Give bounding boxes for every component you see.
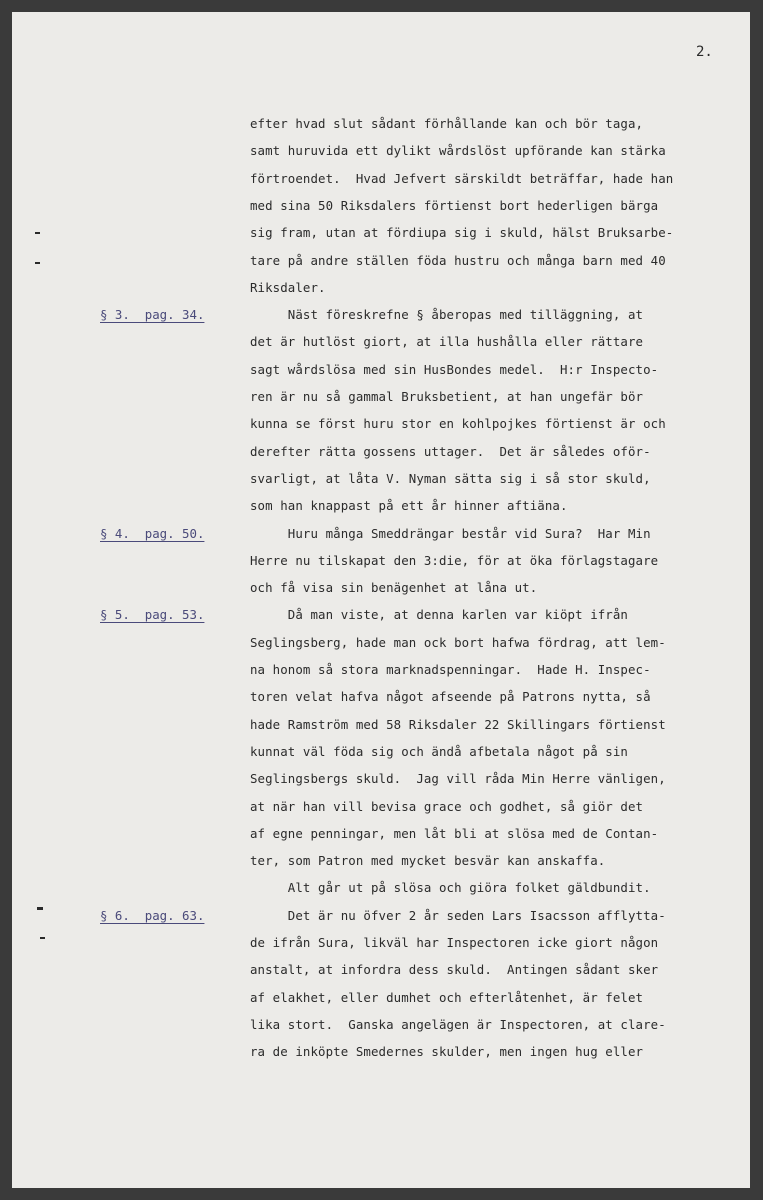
text-line: med sina 50 Riksdalers förtienst bort hederligen bärga [250, 197, 659, 213]
text-line: sig fram, utan at fördiupa sig i skuld, hälst Bruksarbe- [250, 225, 674, 241]
text-line: tare på andre ställen föda hustru och många barn med 40 [250, 252, 666, 268]
text-line: Alt går ut på slösa och giöra folket gäldbundit. [250, 880, 651, 896]
text-line: förtroendet. Hvad Jefvert särskildt beträffar, hade han [250, 170, 674, 186]
margin-mark [35, 232, 40, 234]
text-line: Näst föreskrefne § åberopas med tilläggning, at [250, 307, 644, 323]
text-line: kunna se först huru stor en kohlpojkes förtienst är och [250, 416, 666, 432]
text-line: na honom så stora marknadspenningar. Hade H. Inspec- [250, 662, 651, 677]
text-line: och få visa sin benägenhet at låna ut. [250, 580, 538, 596]
text-line: Seglingsbergs skuld. Jag vill råda Min Herre vänligen, [250, 771, 666, 787]
margin-mark [35, 262, 40, 264]
text-line: samt huruvida ett dylikt wårdslöst upförande kan stärka [250, 143, 666, 159]
text-line: at när han vill bevisa grace och godhet, så giör det [250, 798, 644, 814]
page-number: 2. [696, 44, 713, 60]
margin-reference: § 3. pag. 34. [100, 307, 205, 323]
text-line: sagt wårdslösa med sin HusBondes medel. H:r Inspecto- [250, 361, 659, 377]
text-line: som han knappast på ett år hinner aftiäna. [250, 498, 568, 514]
text-line: efter hvad slut sådant förhållande kan och bör taga, [250, 116, 644, 131]
text-line: Riksdaler. [250, 279, 326, 295]
text-line: anstalt, at infordra dess skuld. Antingen sådant sker [250, 962, 659, 978]
margin-mark [40, 937, 45, 939]
margin-reference: § 4. pag. 50. [100, 525, 205, 541]
text-line: hade Ramström med 58 Riksdaler 22 Skillingars förtienst [250, 716, 666, 732]
text-line: kunnat väl föda sig och ändå afbetala något på sin [250, 743, 628, 759]
margin-mark [37, 907, 43, 910]
text-line: af egne penningar, men låt bli at slösa med de Contan- [250, 825, 659, 841]
text-line: lika stort. Ganska angelägen är Inspectoren, at clare- [250, 1016, 666, 1032]
margin-reference: § 6. pag. 63. [100, 907, 205, 923]
margin-reference: § 5. pag. 53. [100, 607, 205, 623]
text-line: ter, som Patron med mycket besvär kan anskaffa. [250, 853, 606, 869]
text-line: Huru många Smeddrängar består vid Sura? Har Min [250, 525, 651, 541]
text-line: af elakhet, eller dumhet och efterlåtenhet, är felet [250, 989, 644, 1005]
text-line: Det är nu öfver 2 år seden Lars Isacsson afflytta- [250, 907, 666, 923]
text-line: svarligt, at låta V. Nyman sätta sig i så stor skuld, [250, 470, 651, 486]
text-line: ren är nu så gammal Bruksbetient, at han ungefär bör [250, 389, 644, 404]
text-line: ra de inköpte Smedernes skulder, men ingen hug eller [250, 1044, 644, 1060]
text-line: de ifrån Sura, likväl har Inspectoren icke giort någon [250, 935, 659, 950]
text-line: derefter rätta gossens uttager. Det är således oför- [250, 443, 651, 459]
text-line: Seglingsberg, hade man ock bort hafwa fördrag, att lem- [250, 634, 666, 650]
text-line: Herre nu tilskapat den 3:die, för at öka förlagstagare [250, 552, 659, 568]
text-line: Då man viste, at denna karlen var kiöpt ifrån [250, 607, 628, 623]
document-page [12, 12, 750, 1188]
text-line: toren velat hafva något afseende på Patrons nytta, så [250, 689, 651, 705]
text-line: det är hutlöst giort, at illa hushålla eller rättare [250, 334, 644, 350]
